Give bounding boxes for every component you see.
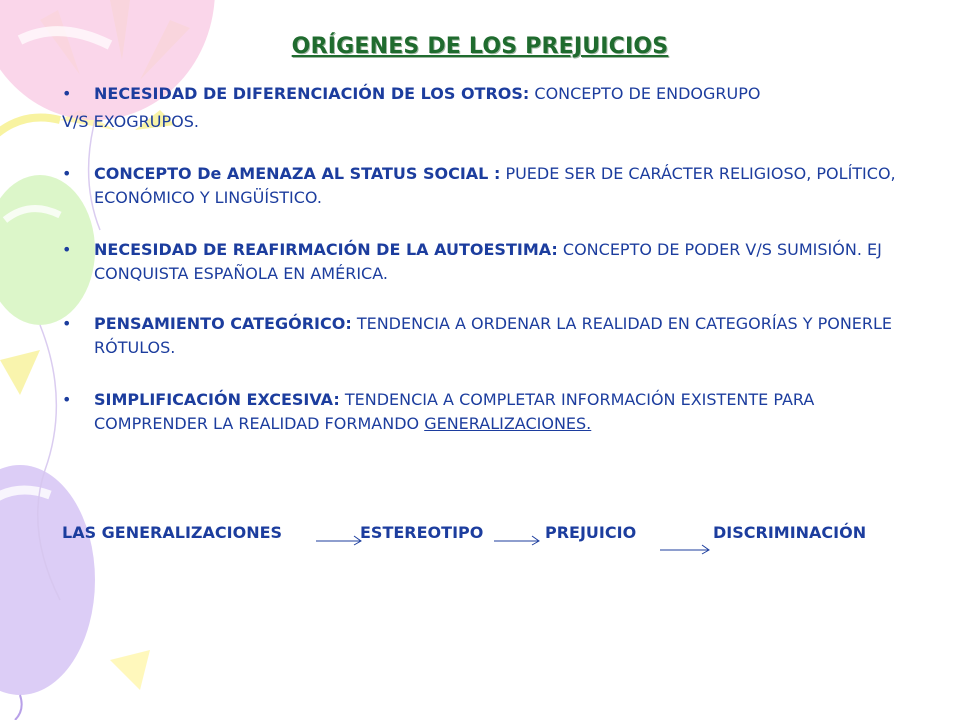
bullet-dot-icon: •: [62, 314, 72, 333]
generalizaciones-link-text: GENERALIZACIONES.: [424, 414, 592, 433]
bullet-text: [94, 162, 914, 210]
bullet-body: TENDENCIA A ORDENAR LA REALIDAD EN CATEGORÍAS Y PONERLE RÓTULOS.: [94, 314, 893, 357]
bullet-label: CONCEPTO De AMENAZA AL STATUS SOCIAL :: [94, 164, 501, 183]
bullet-dot-icon: •: [62, 390, 72, 409]
arrow-right-icon: [660, 541, 712, 555]
chain-step-estereotipo: ESTEREOTIPO: [360, 523, 484, 542]
bullet-label: SIMPLIFICACIÓN EXCESIVA:: [94, 390, 340, 409]
bullet-text: [94, 312, 914, 360]
bullet-dot-icon: •: [62, 164, 72, 183]
bullet-label: NECESIDAD DE DIFERENCIACIÓN DE LOS OTROS:: [94, 84, 530, 103]
bullet-body: TENDENCIA A COMPLETAR INFORMACIÓN EXISTENTE PARA COMPRENDER LA REALIDAD FORMANDO: [94, 390, 815, 433]
bullet-body: CONCEPTO DE ENDOGRUPO: [534, 84, 761, 103]
bullet-dot-icon: •: [62, 240, 72, 259]
arrow-right-icon: [316, 532, 364, 546]
bullet-text: [94, 82, 914, 106]
arrow-right-icon: [494, 532, 542, 546]
chain-step-generalizaciones: LAS GENERALIZACIONES: [62, 523, 283, 542]
bullet-text: [94, 388, 914, 436]
bullet-continuation: V/S EXOGRUPOS.: [62, 112, 199, 131]
chain-step-discriminacion: DISCRIMINACIÓN: [713, 523, 867, 542]
bullet-dot-icon: •: [62, 84, 72, 103]
bullet-body: PUEDE SER DE CARÁCTER RELIGIOSO, POLÍTICO, ECONÓMICO Y LINGÜÍSTICO.: [94, 164, 896, 207]
chain-step-prejuicio: PREJUICIO: [545, 523, 637, 542]
bullet-text: [94, 238, 914, 286]
bullet-body: CONCEPTO DE PODER V/S SUMISIÓN. EJ CONQUISTA ESPAÑOLA EN AMÉRICA.: [94, 240, 882, 283]
bullet-label: NECESIDAD DE REAFIRMACIÓN DE LA AUTOESTIMA:: [94, 240, 558, 259]
bullet-label: PENSAMIENTO CATEGÓRICO:: [94, 314, 352, 333]
slide-title: ORÍGENES DE LOS PREJUICIOS: [291, 34, 669, 59]
